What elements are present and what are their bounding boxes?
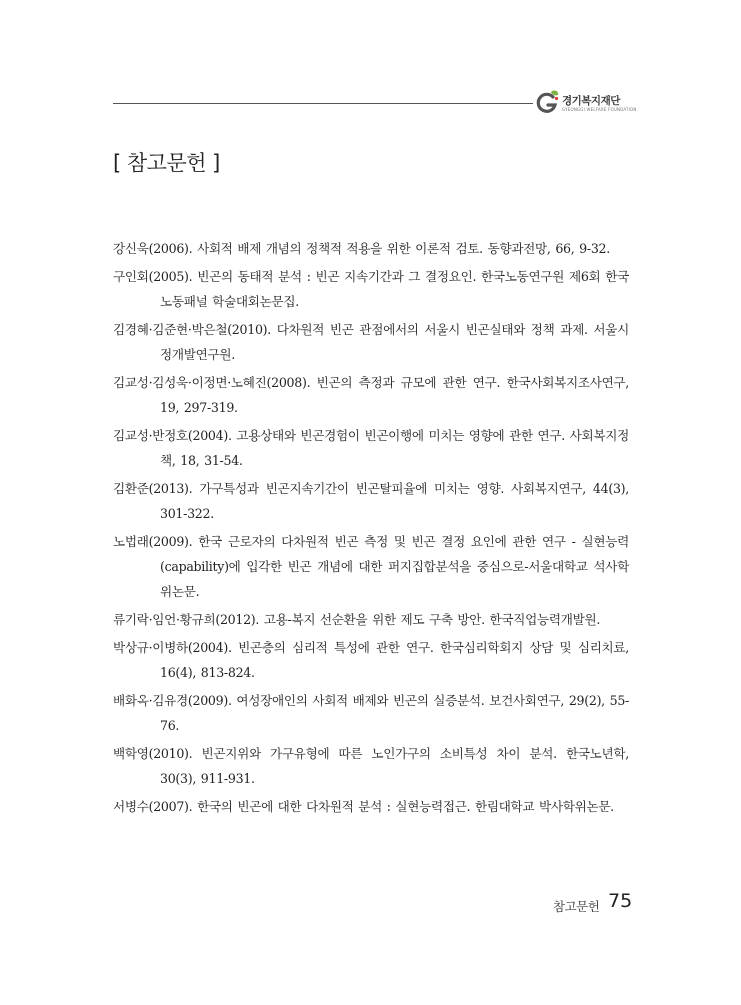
header-rule [113,103,533,104]
logo-name: 경기복지재단 [562,95,620,107]
reference-entry: 배화옥·김유경(2009). 여성장애인의 사회적 배제와 빈곤의 실증분석. 보건사회연구, 29(2), 55-76. [113,693,629,733]
section-title: [ 참고문헌 ] [113,151,220,175]
foundation-logo-icon [534,90,560,116]
reference-entry: 서병수(2007). 한국의 빈곤에 대한 다차원적 분석 : 실현능력접근. 한림대학교 박사학위논문. [113,799,614,814]
footer-section-label: 참고문헌 [553,899,600,914]
page-number: 75 [608,890,633,912]
reference-entry: 노법래(2009). 한국 근로자의 다차원적 빈곤 측정 및 빈곤 결정 요인에 관한 연구 - 실현능력(capability)에 입각한 빈곤 개념에 대한 퍼지집합분석을 중심으로-서울대학교 석사학위논문. [113,534,629,599]
reference-entry: 구인회(2005). 빈곤의 동태적 분석 : 빈곤 지속기간과 그 결정요인. 한국노동연구원 제6회 한국노동패널 학술대회논문집. [113,269,629,309]
foundation-logo [534,90,644,120]
reference-entry: 백학영(2010). 빈곤지위와 가구유형에 따른 노인가구의 소비특성 차이 분석. 한국노년학, 30(3), 911-931. [113,746,629,786]
reference-entry: 김환준(2013). 가구특성과 빈곤지속기간이 빈곤탈피율에 미치는 영향. 사회복지연구, 44(3), 301-322. [113,481,629,521]
reference-entry: 류기락·임언·황규희(2012). 고용-복지 선순환을 위한 제도 구축 방안. 한국직업능력개발원. [113,612,601,627]
logo-subtitle: GYEONGGI WELFARE FOUNDATION [562,107,637,112]
reference-entry: 박상규·이병하(2004). 빈곤층의 심리적 특성에 관한 연구. 한국심리학회지 상담 및 심리치료, 16(4), 813-824. [113,640,629,680]
reference-list [113,236,629,822]
reference-entry: 강신욱(2006). 사회적 배제 개념의 정책적 적용을 위한 이론적 검토. 동향과전망, 66, 9-32. [113,241,610,256]
reference-entry: 김경혜·김준현·박은철(2010). 다차원적 빈곤 관점에서의 서울시 빈곤실태와 정책 과제. 서울시정개발연구원. [113,322,629,362]
reference-entry: 김교성·반정호(2004). 고용상태와 빈곤경험이 빈곤이행에 미치는 영향에 관한 연구. 사회복지정책, 18, 31-54. [113,428,629,468]
reference-entry: 김교성·김성욱·이정면·노혜진(2008). 빈곤의 측정과 규모에 관한 연구. 한국사회복지조사연구, 19, 297-319. [113,375,629,415]
